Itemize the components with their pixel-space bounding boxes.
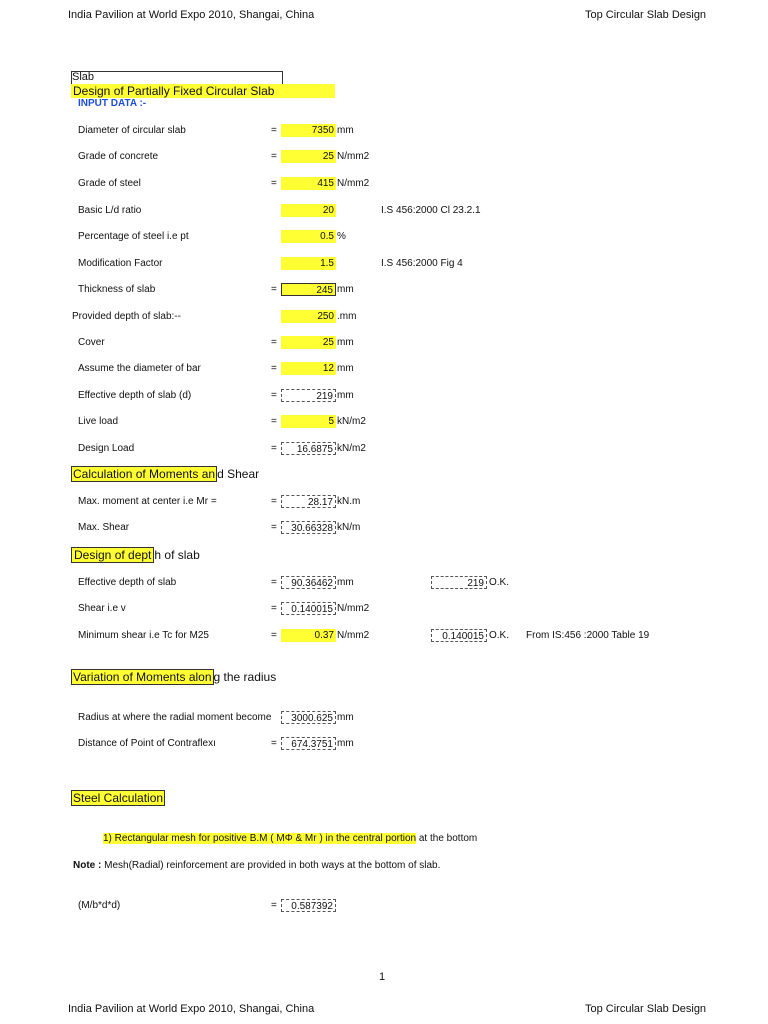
input-row-unit: N/mm2 xyxy=(337,178,370,189)
input-row-eq: = xyxy=(271,178,277,189)
moment-row-eq: = xyxy=(271,522,277,533)
design-title xyxy=(71,84,335,98)
input-row-unit: N/mm2 xyxy=(337,151,370,162)
input-row-value: 20 xyxy=(281,204,336,217)
mesh-line-highlight: 1) Rectangular mesh for positive B.M ( MΦ & Mr ) in the central portion xyxy=(103,833,417,844)
input-row-label: Basic L/d ratio xyxy=(78,205,142,216)
design-title-text: Design of Partially Fixed Circular Slab xyxy=(73,84,275,98)
input-row-label: Grade of steel xyxy=(78,178,141,189)
input-row-label: Diameter of circular slab xyxy=(78,125,186,136)
input-row-label: Modification Factor xyxy=(78,258,163,269)
input-row-eq: = xyxy=(271,151,277,162)
input-row-eq: = xyxy=(271,390,277,401)
input-row-value: 250 xyxy=(281,310,336,323)
depth-row-unit: N/mm2 xyxy=(337,603,370,614)
input-row-unit: mm xyxy=(337,363,354,374)
depth-row-value: 0.140015 xyxy=(281,602,336,615)
variation-heading-rest: g the radius xyxy=(213,670,277,684)
input-row-value: 5 xyxy=(281,415,336,428)
moment-row-value: 28.17 xyxy=(281,495,336,508)
input-row-value: 16.6875 xyxy=(281,442,336,455)
input-row-value: 219 xyxy=(281,389,336,402)
moments-heading-rest: d Shear xyxy=(217,467,260,481)
input-row-eq: = xyxy=(271,125,277,136)
depth-row-reference: From IS:456 :2000 Table 19 xyxy=(526,630,650,641)
input-row-reference: I.S 456:2000 Fig 4 xyxy=(381,258,463,269)
moment-row-value: 30.66328 xyxy=(281,521,336,534)
ratio-eq: = xyxy=(271,900,277,911)
input-row-label: Design Load xyxy=(78,443,135,454)
depth-row-check-value: 219 xyxy=(431,576,487,589)
mesh-line-rest: at the bottom xyxy=(416,833,478,844)
slab-title: Slab xyxy=(72,71,95,83)
input-row-value: 25 xyxy=(281,336,336,349)
depth-row-value: 0.37 xyxy=(281,629,336,642)
steel-heading xyxy=(71,791,165,805)
depth-row-check-label: O.K. xyxy=(489,577,510,588)
depth-row-label: Minimum shear i.e Tc for M25 xyxy=(78,630,209,641)
variation-heading-highlight: Variation of Moments alon xyxy=(73,670,212,684)
input-row-unit: mm xyxy=(337,337,354,348)
ratio-value: 0.587392 xyxy=(281,899,336,912)
input-row-unit: mm xyxy=(337,125,354,136)
moment-row-label: Max. Shear xyxy=(78,522,130,533)
input-row-label: Effective depth of slab (d) xyxy=(78,390,192,401)
depth-row-unit: N/mm2 xyxy=(337,630,370,641)
depth-row-value: 90.36462 xyxy=(281,576,336,589)
input-data-heading: INPUT DATA :- xyxy=(78,98,147,109)
variation-heading xyxy=(71,670,276,684)
input-row-unit: .mm xyxy=(337,311,357,322)
input-row-unit: mm xyxy=(337,284,354,295)
ratio-label: (M/b*d*d) xyxy=(78,900,121,911)
variation-row-label: Radius at where the radial moment become xyxy=(78,712,272,723)
depth-row-eq: = xyxy=(271,577,277,588)
variation-row-unit: mm xyxy=(337,712,354,723)
input-row-value: 0.5 xyxy=(281,230,336,243)
note-line xyxy=(73,860,440,871)
input-row-value: 25 xyxy=(281,150,336,163)
footer-right: Top Circular Slab Design xyxy=(585,1003,707,1015)
depth-row-eq: = xyxy=(271,630,277,641)
input-row-eq: = xyxy=(271,416,277,427)
input-row-label: Provided depth of slab:-- xyxy=(72,311,181,322)
input-row-eq: = xyxy=(271,443,277,454)
input-row-reference: I.S 456:2000 Cl 23.2.1 xyxy=(381,205,481,216)
input-row-value: 1.5 xyxy=(281,257,336,270)
input-row-eq: = xyxy=(271,284,277,295)
input-row-label: Grade of concrete xyxy=(78,151,159,162)
input-row-eq: = xyxy=(271,337,277,348)
depth-row-label: Effective depth of slab xyxy=(78,577,177,588)
depth-heading xyxy=(71,548,200,562)
steel-heading-text: Steel Calculation xyxy=(73,791,164,805)
depth-row-check-value: 0.140015 xyxy=(431,629,487,642)
depth-row-check-label: O.K. xyxy=(489,630,510,641)
header-left: India Pavilion at World Expo 2010, Shangai, China xyxy=(68,9,315,21)
depth-row-label: Shear i.e v xyxy=(78,603,126,614)
mesh-line xyxy=(103,833,477,844)
moment-row-unit: kN/m xyxy=(337,522,361,533)
variation-row-value: 674.3751 xyxy=(281,737,336,750)
input-row-label: Cover xyxy=(78,337,105,348)
depth-row-unit: mm xyxy=(337,577,354,588)
moments-heading-highlight: Calculation of Moments an xyxy=(73,467,216,481)
input-row-unit: % xyxy=(337,231,346,242)
moments-heading xyxy=(71,467,259,481)
note-text: Mesh(Radial) reinforcement are provided in both ways at the bottom of slab. xyxy=(101,860,441,871)
input-row-label: Live load xyxy=(78,416,119,427)
moment-row-unit: kN.m xyxy=(337,496,361,507)
variation-row-value: 3000.625 xyxy=(281,711,336,724)
input-row-eq: = xyxy=(271,363,277,374)
input-row-label: Assume the diameter of bar xyxy=(78,363,201,374)
depth-heading-rest: h of slab xyxy=(154,548,200,562)
footer-left: India Pavilion at World Expo 2010, Shangai, China xyxy=(68,1003,315,1015)
input-row-label: Thickness of slab xyxy=(78,284,156,295)
page-number: 1 xyxy=(379,971,386,983)
header-right: Top Circular Slab Design xyxy=(585,9,707,21)
variation-row-eq: = xyxy=(271,738,277,749)
moment-row-eq: = xyxy=(271,496,277,507)
input-row-unit: kN/m2 xyxy=(337,443,366,454)
input-row-value: 7350 xyxy=(281,124,336,137)
input-row-value: 415 xyxy=(281,177,336,190)
input-row-unit: kN/m2 xyxy=(337,416,366,427)
depth-heading-highlight: Design of dept xyxy=(71,547,154,563)
input-row-value: 245 xyxy=(281,283,336,296)
slab-title-box xyxy=(71,71,283,85)
input-row-value: 12 xyxy=(281,362,336,375)
depth-row-eq: = xyxy=(271,603,277,614)
input-row-unit: mm xyxy=(337,390,354,401)
note-label: Note : xyxy=(73,860,102,871)
variation-row-label: Distance of Point of Contraflexı xyxy=(78,738,216,749)
variation-row-unit: mm xyxy=(337,738,354,749)
moment-row-label: Max. moment at center i.e Mr = xyxy=(78,496,217,507)
input-row-label: Percentage of steel i.e pt xyxy=(78,231,189,242)
